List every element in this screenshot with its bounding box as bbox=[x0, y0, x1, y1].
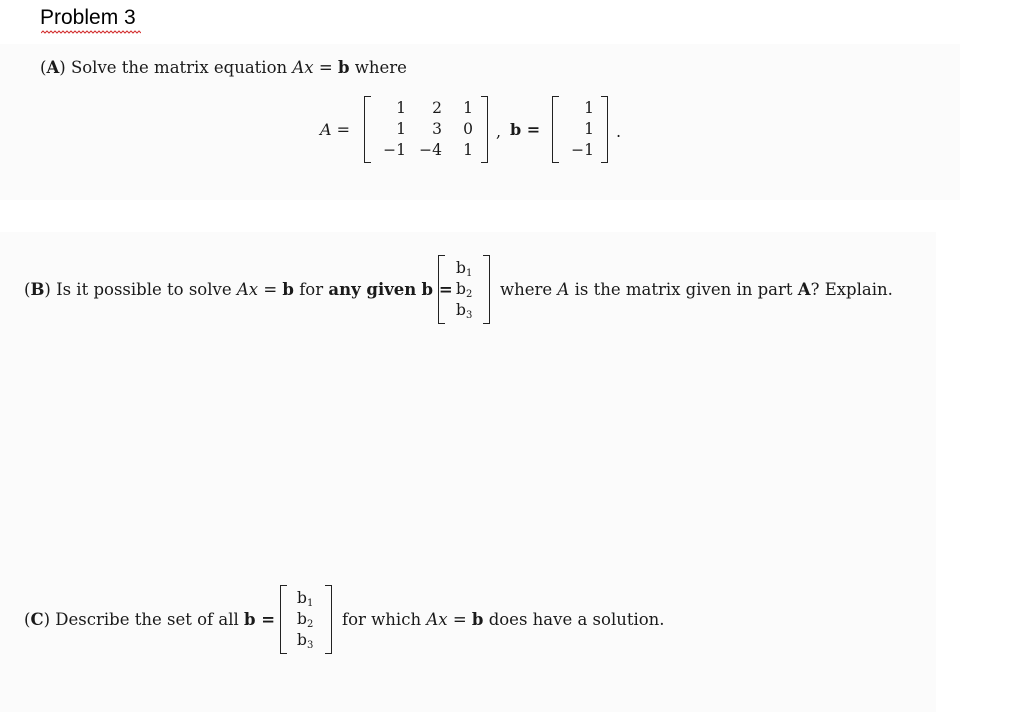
matrix-cell: 2 bbox=[432, 99, 442, 117]
comma: , bbox=[496, 122, 502, 141]
left-bracket bbox=[364, 96, 371, 163]
vector-entry: $b_2$ bbox=[456, 280, 473, 300]
left-bracket bbox=[280, 585, 287, 654]
matrix-cell: 1 bbox=[463, 141, 473, 159]
part-a-statement: (A) Solve the matrix equation Ax = b where bbox=[40, 58, 407, 77]
vector-b-general bbox=[438, 255, 490, 325]
vector-entry: $b_3$ bbox=[297, 631, 314, 651]
vector-b bbox=[552, 96, 608, 164]
matrix-cell: 3 bbox=[432, 120, 442, 138]
part-c-statement-left: (C) Describe the set of all b = bbox=[24, 610, 276, 629]
period: . bbox=[616, 122, 622, 141]
vector-cell: −1 bbox=[571, 141, 594, 159]
vector-entry: $b_1$ bbox=[297, 589, 314, 609]
vector-cell: 1 bbox=[584, 99, 594, 117]
matrix-cell: 1 bbox=[396, 99, 406, 117]
vector-entry: $b_2$ bbox=[297, 610, 314, 630]
vector-b-general bbox=[280, 585, 332, 655]
left-bracket bbox=[438, 255, 445, 324]
vector-cell: 1 bbox=[584, 120, 594, 138]
matrix-cell: −1 bbox=[383, 141, 406, 159]
right-bracket bbox=[325, 585, 332, 654]
page-title: Problem 3 bbox=[40, 6, 136, 29]
part-c-statement-right: for which Ax = b does have a solution. bbox=[342, 610, 665, 629]
vector-entry: $b_3$ bbox=[456, 301, 473, 321]
right-bracket bbox=[483, 255, 490, 324]
matrix-cell: −4 bbox=[419, 141, 442, 159]
part-b-statement-right: where A is the matrix given in part A? Explain. bbox=[500, 280, 893, 299]
matrix-cell: 1 bbox=[396, 120, 406, 138]
matrix-cell: 0 bbox=[463, 120, 473, 138]
right-bracket bbox=[601, 96, 608, 163]
vector-b-label: b = bbox=[510, 120, 541, 139]
left-bracket bbox=[552, 96, 559, 163]
right-bracket bbox=[481, 96, 488, 163]
matrix-cell: 1 bbox=[463, 99, 473, 117]
spellcheck-underline bbox=[41, 30, 141, 35]
part-b-statement-left: (B) Is it possible to solve Ax = b for any given b = bbox=[24, 280, 453, 299]
matrix-a bbox=[364, 96, 488, 164]
matrix-a-label: A = bbox=[320, 120, 351, 139]
vector-entry: $b_1$ bbox=[456, 259, 473, 279]
